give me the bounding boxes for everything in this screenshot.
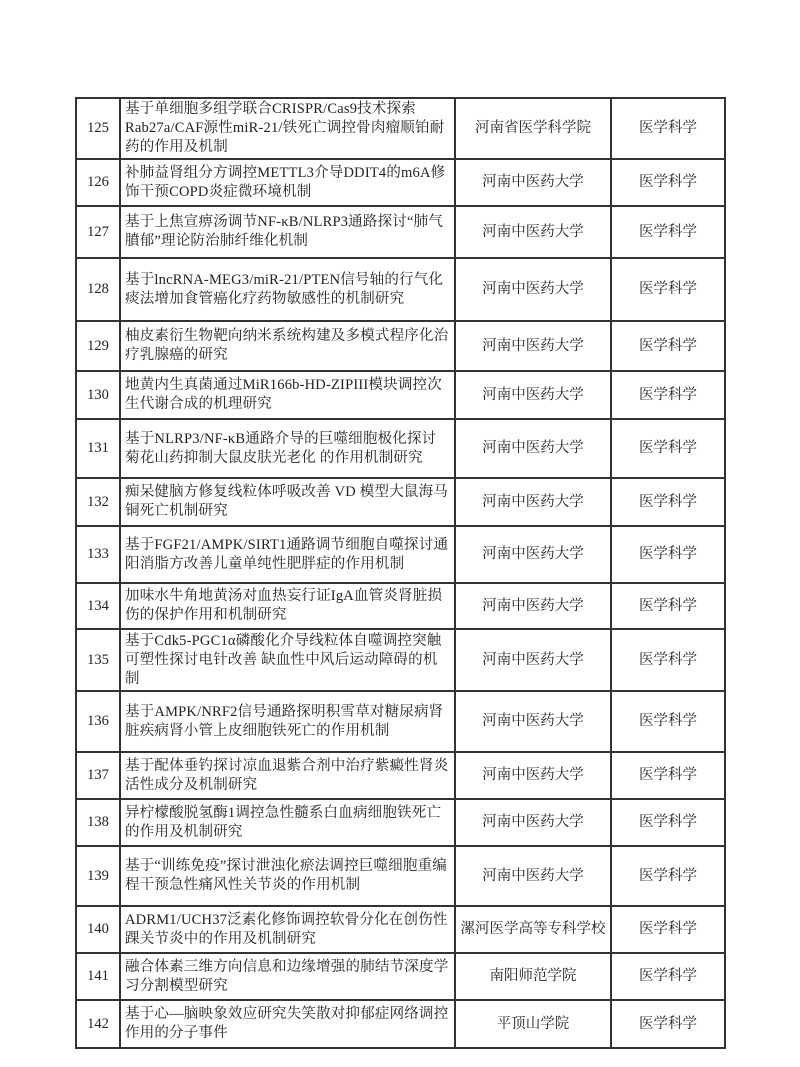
project-institution: 河南省医学科学院 (455, 98, 611, 159)
table-row (76, 478, 725, 526)
table-row (76, 258, 725, 321)
project-institution: 河南中医药大学 (455, 371, 611, 419)
table-row (76, 691, 725, 752)
project-number: 135 (76, 629, 120, 691)
project-title: 基于NLRP3/NF-κB通路介导的巨噬细胞极化探讨菊花山药抑制大鼠皮肤光老化 的作用机制研究 (120, 419, 455, 478)
project-field: 医学科学 (611, 258, 725, 321)
project-institution: 平顶山学院 (455, 1000, 611, 1048)
project-field: 医学科学 (611, 846, 725, 906)
project-title: 基于Cdk5-PGC1α磷酸化介导线粒体自噬调控突触可塑性探讨电针改善 缺血性中风后运动障碍的机制 (120, 629, 455, 691)
project-title: ADRM1/UCH37泛素化修饰调控软骨分化在创伤性踝关节炎中的作用及机制研究 (120, 906, 455, 953)
project-institution: 河南中医药大学 (455, 846, 611, 906)
project-field: 医学科学 (611, 159, 725, 206)
table-row (76, 98, 725, 159)
project-number: 125 (76, 98, 120, 159)
project-institution: 河南中医药大学 (455, 321, 611, 371)
project-number: 129 (76, 321, 120, 371)
project-number: 142 (76, 1000, 120, 1048)
project-number: 139 (76, 846, 120, 906)
project-number: 140 (76, 906, 120, 953)
project-field: 医学科学 (611, 629, 725, 691)
project-institution: 河南中医药大学 (455, 799, 611, 846)
project-table-body (76, 98, 725, 1048)
table-row (76, 371, 725, 419)
project-field: 医学科学 (611, 98, 725, 159)
project-number: 132 (76, 478, 120, 526)
project-institution: 河南中医药大学 (455, 478, 611, 526)
project-title: 基于上焦宣痹汤调节NF-κB/NLRP3通路探讨“肺气膹郁”理论防治肺纤维化机制 (120, 206, 455, 258)
project-institution: 河南中医药大学 (455, 691, 611, 752)
project-field: 医学科学 (611, 321, 725, 371)
project-title: 地黄内生真菌通过MiR166b-HD-ZIPIII模块调控次生代谢合成的机理研究 (120, 371, 455, 419)
project-field: 医学科学 (611, 906, 725, 953)
table-row (76, 846, 725, 906)
project-institution: 河南中医药大学 (455, 206, 611, 258)
project-title: 基于“训练免疫”探讨泄浊化瘀法调控巨噬细胞重编程干预急性痛风性关节炎的作用机制 (120, 846, 455, 906)
project-table (75, 97, 726, 1049)
project-field: 医学科学 (611, 953, 725, 1000)
project-institution: 河南中医药大学 (455, 159, 611, 206)
project-title: 融合体素三维方向信息和边缘增强的肺结节深度学习分割模型研究 (120, 953, 455, 1000)
table-row (76, 526, 725, 583)
table-row (76, 1000, 725, 1048)
project-institution: 河南中医药大学 (455, 583, 611, 629)
project-number: 130 (76, 371, 120, 419)
project-number: 131 (76, 419, 120, 478)
project-institution: 河南中医药大学 (455, 419, 611, 478)
project-number: 134 (76, 583, 120, 629)
project-title: 补肺益肾组分方调控METTL3介导DDIT4的m6A修饰干预COPD炎症微环境机制 (120, 159, 455, 206)
project-title: 柚皮素衍生物靶向纳米系统构建及多模式程序化治疗乳腺癌的研究 (120, 321, 455, 371)
table-row (76, 206, 725, 258)
project-title: 基于配体垂钓探讨凉血退紫合剂中治疗紫癜性肾炎活性成分及机制研究 (120, 752, 455, 799)
table-row (76, 629, 725, 691)
project-number: 127 (76, 206, 120, 258)
project-field: 医学科学 (611, 419, 725, 478)
project-field: 医学科学 (611, 752, 725, 799)
project-institution: 河南中医药大学 (455, 752, 611, 799)
table-row (76, 953, 725, 1000)
project-institution: 漯河医学高等专科学校 (455, 906, 611, 953)
project-field: 医学科学 (611, 799, 725, 846)
project-field: 医学科学 (611, 478, 725, 526)
table-row (76, 159, 725, 206)
project-title: 异柠檬酸脱氢酶1调控急性髓系白血病细胞铁死亡的作用及机制研究 (120, 799, 455, 846)
project-field: 医学科学 (611, 526, 725, 583)
project-title: 痴呆健脑方修复线粒体呼吸改善 VD 模型大鼠海马铜死亡机制研究 (120, 478, 455, 526)
project-number: 128 (76, 258, 120, 321)
project-title: 基于心—脑映象效应研究失笑散对抑郁症网络调控作用的分子事件 (120, 1000, 455, 1048)
table-row (76, 906, 725, 953)
project-field: 医学科学 (611, 371, 725, 419)
project-title: 基于AMPK/NRF2信号通路探明积雪草对糖尿病肾脏疾病肾小管上皮细胞铁死亡的作用机制 (120, 691, 455, 752)
project-institution: 南阳师范学院 (455, 953, 611, 1000)
project-institution: 河南中医药大学 (455, 629, 611, 691)
project-title: 基于lncRNA-MEG3/miR-21/PTEN信号轴的行气化痰法增加食管癌化疗药物敏感性的机制研究 (120, 258, 455, 321)
project-title: 基于单细胞多组学联合CRISPR/Cas9技术探索Rab27a/CAF源性miR-21/铁死亡调控骨肉瘤顺铂耐药的作用及机制 (120, 98, 455, 159)
project-field: 医学科学 (611, 691, 725, 752)
project-number: 137 (76, 752, 120, 799)
project-institution: 河南中医药大学 (455, 526, 611, 583)
project-number: 133 (76, 526, 120, 583)
project-field: 医学科学 (611, 1000, 725, 1048)
table-row (76, 799, 725, 846)
project-number: 138 (76, 799, 120, 846)
project-number: 141 (76, 953, 120, 1000)
project-title: 基于FGF21/AMPK/SIRT1通路调节细胞自噬探讨通阳消脂方改善儿童单纯性肥胖症的作用机制 (120, 526, 455, 583)
project-field: 医学科学 (611, 583, 725, 629)
project-institution: 河南中医药大学 (455, 258, 611, 321)
project-field: 医学科学 (611, 206, 725, 258)
table-row (76, 321, 725, 371)
table-row (76, 419, 725, 478)
project-title: 加味水牛角地黄汤对血热妄行证IgA血管炎肾脏损伤的保护作用和机制研究 (120, 583, 455, 629)
project-number: 126 (76, 159, 120, 206)
project-number: 136 (76, 691, 120, 752)
table-row (76, 752, 725, 799)
table-row (76, 583, 725, 629)
